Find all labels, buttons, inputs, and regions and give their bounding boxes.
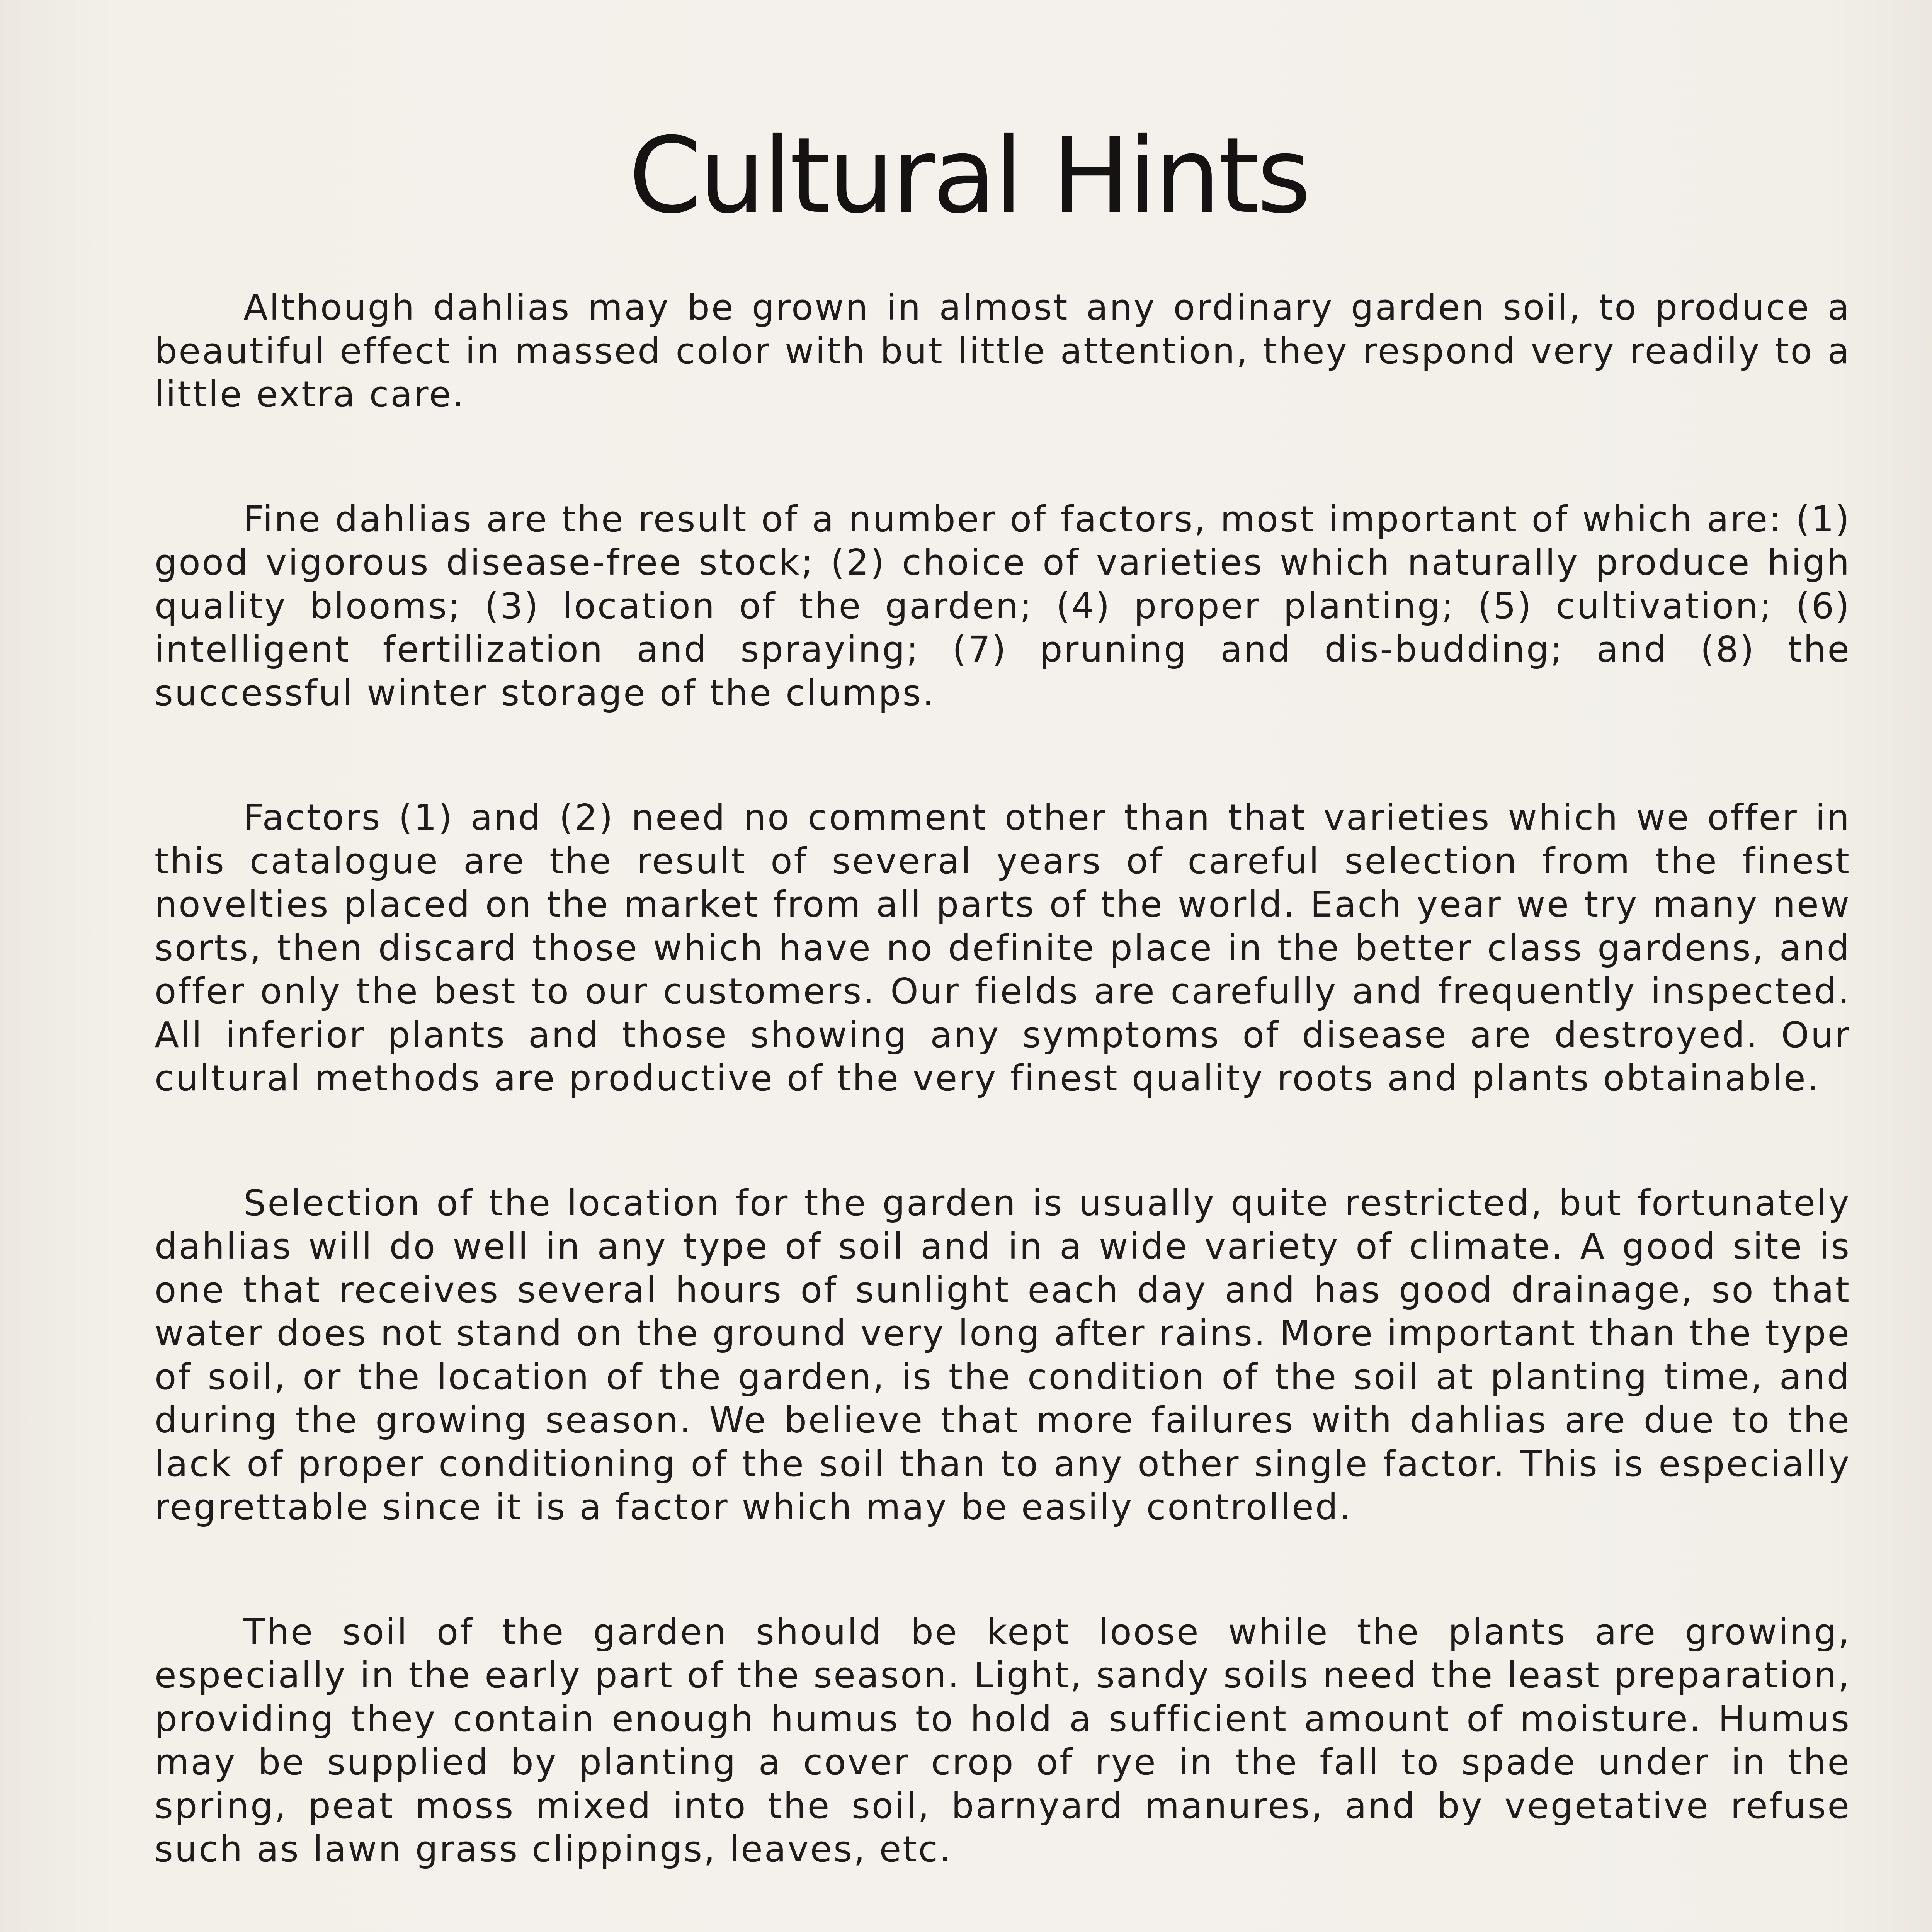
- page-title: Cultural Hints: [628, 115, 1309, 236]
- paragraph-1: Although dahlias may be grown in almost any ordinary garden soil, to produce a beautiful effect in massed color with but little attention, they respond very readily to a little extra care.: [155, 287, 1851, 415]
- paragraph-3: Factors (1) and (2) need no comment other than that varieties which we offer in this catalogue are the result of several years of careful selection from the finest novelties placed on the market from all parts of the world. Each year we try many new sorts, then discard those which have no definite place in the better class gardens, and offer only the best to our customers. Our fields are carefully and frequently inspected. All inferior plants and those showing any symptoms of disease are destroyed. Our cultural methods are productive of the very finest quality roots and plants obtainable.: [155, 797, 1851, 1099]
- body-text: [155, 286, 1851, 1932]
- paragraph-5: The soil of the garden should be kept loose while the plants are growing, especially in the early part of the season. Light, sandy soils need the least preparation, providing they contain enough humus to hold a sufficient amount of moisture. Humus may be supplied by planting a cover crop of rye in the fall to spade under in the spring, peat moss mixed into the soil, barnyard manures, and by vegetative refuse such as lawn grass clippings, leaves, etc.: [155, 1611, 1851, 1870]
- paragraph-4: Selection of the location for the garden is usually quite restricted, but fortunately dahlias will do well in any type of soil and in a wide variety of climate. A good site is one that receives several hours of sunlight each day and has good drainage, so that water does not stand on the ground very long after rains. More important than the type of soil, or the location of the garden, is the condition of the soil at planting time, and during the growing season. We believe that more failures with dahlias are due to the lack of proper conditioning of the soil than to any other single factor. This is especially regrettable since it is a factor which may be easily controlled.: [155, 1182, 1851, 1528]
- paragraph-2: Fine dahlias are the result of a number of factors, most important of which are: (1) good vigorous disease-free stock; (2) choice of varieties which naturally produce high quality blooms; (3) location of the garden; (4) proper planting; (5) cultivation; (6) intelligent fertilization and spraying; (7) pruning and dis-budding; and (8) the successful winter storage of the clumps.: [155, 498, 1851, 714]
